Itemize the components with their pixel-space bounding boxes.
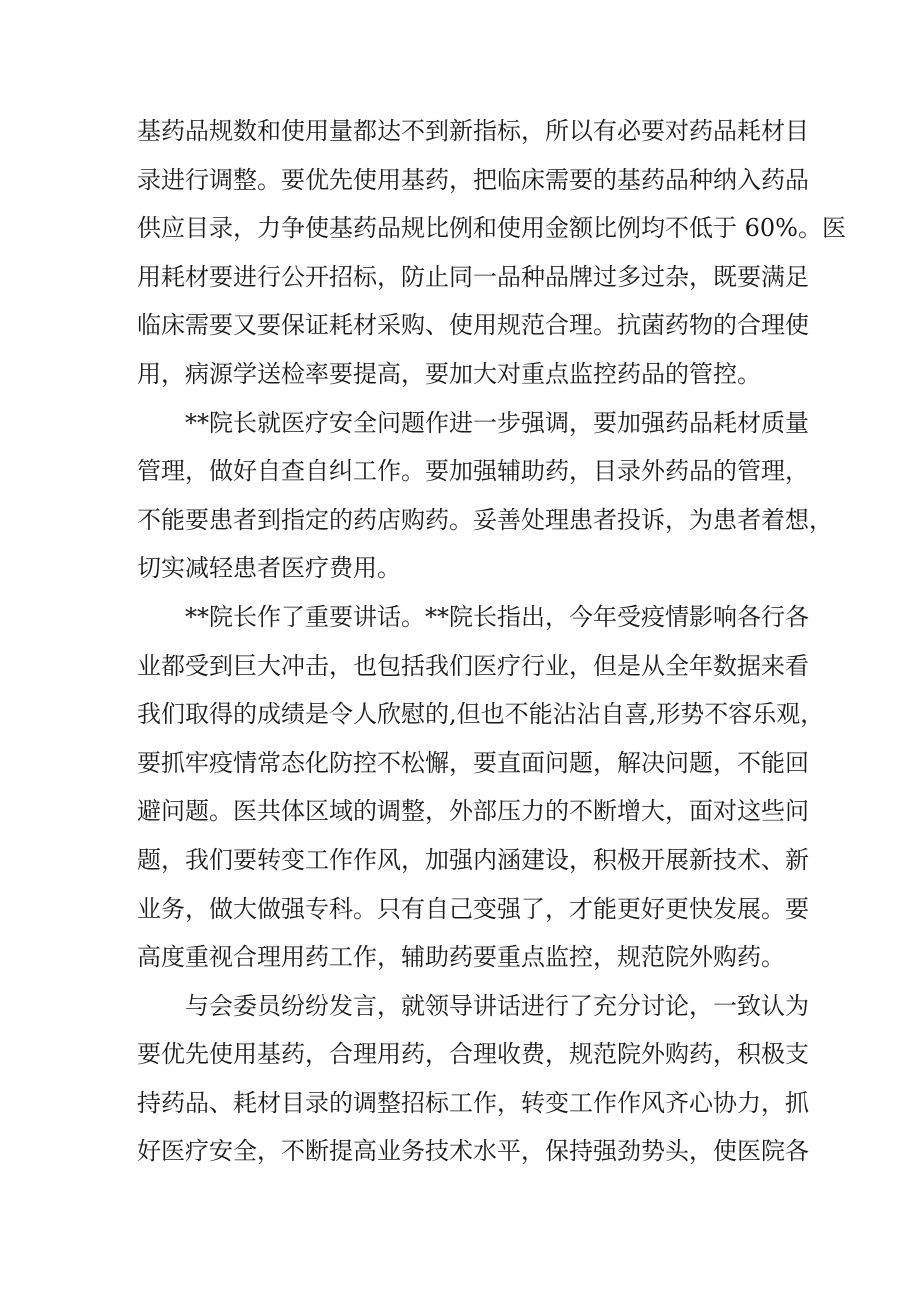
text-line: 我们取得的成绩是令人欣慰的,但也不能沾沾自喜,形势不容乐观， [137, 700, 825, 729]
text-line: 用耗材要进行公开招标，防止同一品种品牌过多过杂，既要满足 [137, 262, 809, 291]
text-line: 管理，做好自查自纠工作。要加强辅助药，目录外药品的管理， [137, 457, 809, 486]
text-line: 持药品、耗材目录的调整招标工作，转变工作作风齐心协力，抓 [137, 1088, 809, 1117]
text-line: 要抓牢疫情常态化防控不松懈，要直面问题，解决问题，不能回 [137, 748, 809, 777]
text-line: 切实减轻患者医疗费用。 [137, 554, 401, 583]
text-line: **院长作了重要讲话。**院长指出，今年受疫情影响各行各 [185, 602, 809, 631]
text-line: 不能要患者到指定的药店购药。妥善处理患者投诉，为患者着想， [137, 505, 833, 534]
text-line: **院长就医疗安全问题作进一步强调，要加强药品耗材质量 [185, 408, 809, 437]
text-line: 业都受到巨大冲击，也包括我们医疗行业，但是从全年数据来看 [137, 651, 809, 680]
text-line: 录进行调整。要优先使用基药，把临床需要的基药品种纳入药品 [137, 165, 809, 194]
text-line: 业务，做大做强专科。只有自己变强了，才能更好更快发展。要 [137, 894, 809, 923]
text-line: 要优先使用基药，合理用药，合理收费，规范院外购药，积极支 [137, 1040, 809, 1069]
text-line: 用，病源学送检率要提高，要加大对重点监控药品的管控。 [137, 359, 761, 388]
text-line: 好医疗安全，不断提高业务技术水平，保持强劲势头，使医院各 [137, 1137, 809, 1166]
text-line: 临床需要又要保证耗材采购、使用规范合理。抗菌药物的合理使 [137, 311, 809, 340]
text-line: 供应目录，力争使基药品规比例和使用金额比例均不低于 60%。医 [137, 214, 846, 243]
text-line: 题，我们要转变工作作风，加强内涵建设，积极开展新技术、新 [137, 845, 809, 874]
text-line: 高度重视合理用药工作，辅助药要重点监控，规范院外购药。 [137, 943, 785, 972]
text-line: 与会委员纷纷发言，就领导讲话进行了充分讨论，一致认为 [185, 991, 809, 1020]
body-text [137, 107, 846, 1176]
text-line: 基药品规数和使用量都达不到新指标，所以有必要对药品耗材目 [137, 117, 809, 145]
text-line: 避问题。医共体区域的调整，外部压力的不断增大，面对这些问 [137, 797, 809, 826]
